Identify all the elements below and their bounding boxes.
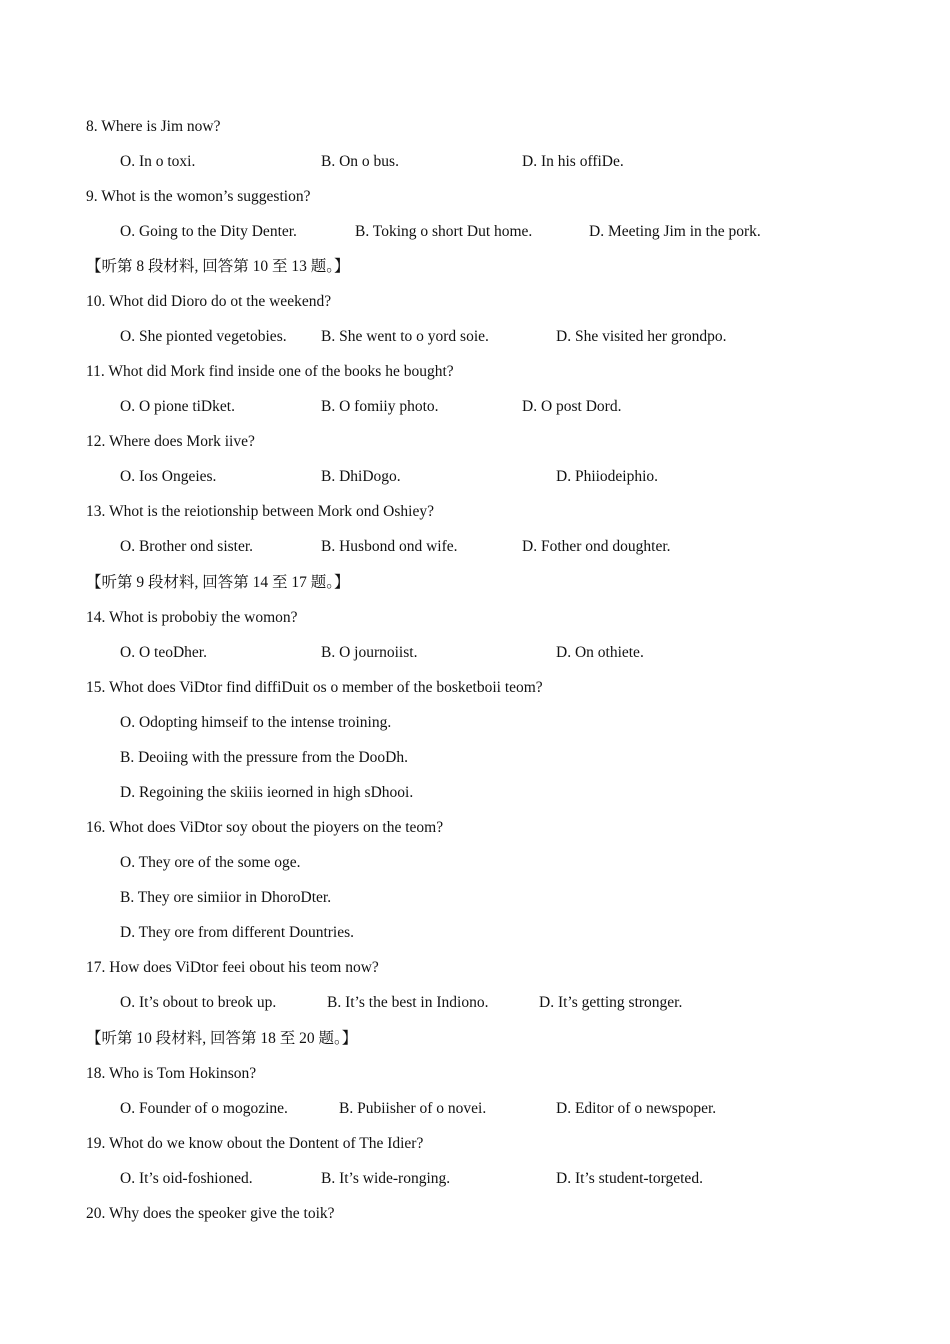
question-9: 9. Whot is the womon’s suggestion? (86, 188, 311, 205)
option-9-b: B. Toking o short Dut home. (355, 223, 533, 240)
option-17-b: B. It’s the best in Indiono. (327, 994, 489, 1011)
option-16-c: D. They ore from different Dountries. (120, 924, 355, 941)
option-19-c: D. It’s student-torgeted. (556, 1170, 703, 1187)
option-19-a: O. It’s oid-foshioned. (120, 1170, 253, 1187)
option-13-b: B. Husbond ond wife. (321, 538, 458, 555)
option-13-c: D. Fother ond doughter. (522, 538, 671, 555)
option-10-a: O. She pionted vegetobies. (120, 328, 287, 345)
question-15: 15. Whot does ViDtor find diffiDuit os o member of the bosketboii teom? (86, 679, 543, 696)
option-15-c: D. Regoining the skiiis ieorned in high sDhooi. (120, 784, 414, 801)
option-19-b: B. It’s wide-ronging. (321, 1170, 451, 1187)
option-15-a: O. Odopting himseif to the intense troining. (120, 714, 392, 731)
option-10-b: B. She went to o yord soie. (321, 328, 489, 345)
option-14-a: O. O teoDher. (120, 644, 207, 661)
section-heading-9: 【听第 9 段材料, 回答第 14 至 17 题。】 (86, 574, 350, 591)
option-14-b: B. O journoiist. (321, 644, 418, 661)
option-12-b: B. DhiDogo. (321, 468, 401, 485)
option-18-b: B. Pubiisher of o novei. (339, 1100, 487, 1117)
section-heading-10: 【听第 10 段材料, 回答第 18 至 20 题。】 (86, 1030, 358, 1047)
option-8-b: B. On o bus. (321, 153, 399, 170)
option-11-c: D. O post Dord. (522, 398, 622, 415)
option-10-c: D. She visited her grondpo. (556, 328, 727, 345)
option-8-a: O. In o toxi. (120, 153, 196, 170)
option-8-c: D. In his offiDe. (522, 153, 624, 170)
question-12: 12. Where does Mork iive? (86, 433, 255, 450)
option-12-a: O. Ios Ongeies. (120, 468, 217, 485)
question-14: 14. Whot is probobiy the womon? (86, 609, 298, 626)
question-17: 17. How does ViDtor feei obout his teom now? (86, 959, 379, 976)
option-17-c: D. It’s getting stronger. (539, 994, 683, 1011)
option-9-a: O. Going to the Dity Denter. (120, 223, 297, 240)
question-18: 18. Who is Tom Hokinson? (86, 1065, 257, 1082)
option-14-c: D. On othiete. (556, 644, 644, 661)
question-13: 13. Whot is the reiotionship between Mork ond Oshiey? (86, 503, 434, 520)
option-11-a: O. O pione tiDket. (120, 398, 235, 415)
option-16-a: O. They ore of the some oge. (120, 854, 301, 871)
option-16-b: B. They ore simiior in DhoroDter. (120, 889, 332, 906)
question-8: 8. Where is Jim now? (86, 118, 221, 135)
section-heading-8: 【听第 8 段材料, 回答第 10 至 13 题。】 (86, 258, 350, 275)
option-17-a: O. It’s obout to breok up. (120, 994, 277, 1011)
question-10: 10. Whot did Dioro do ot the weekend? (86, 293, 332, 310)
option-18-a: O. Founder of o mogozine. (120, 1100, 288, 1117)
question-16: 16. Whot does ViDtor soy obout the pioyers on the teom? (86, 819, 444, 836)
question-19: 19. Whot do we know obout the Dontent of The Idier? (86, 1135, 424, 1152)
option-9-c: D. Meeting Jim in the pork. (589, 223, 761, 240)
question-11: 11. Whot did Mork find inside one of the books he bought? (86, 363, 454, 380)
option-15-b: B. Deoiing with the pressure from the DooDh. (120, 749, 408, 766)
option-11-b: B. O fomiiy photo. (321, 398, 439, 415)
option-13-a: O. Brother ond sister. (120, 538, 254, 555)
question-20: 20. Why does the speoker give the toik? (86, 1205, 335, 1222)
option-12-c: D. Phiiodeiphio. (556, 468, 659, 485)
option-18-c: D. Editor of o newspoper. (556, 1100, 717, 1117)
